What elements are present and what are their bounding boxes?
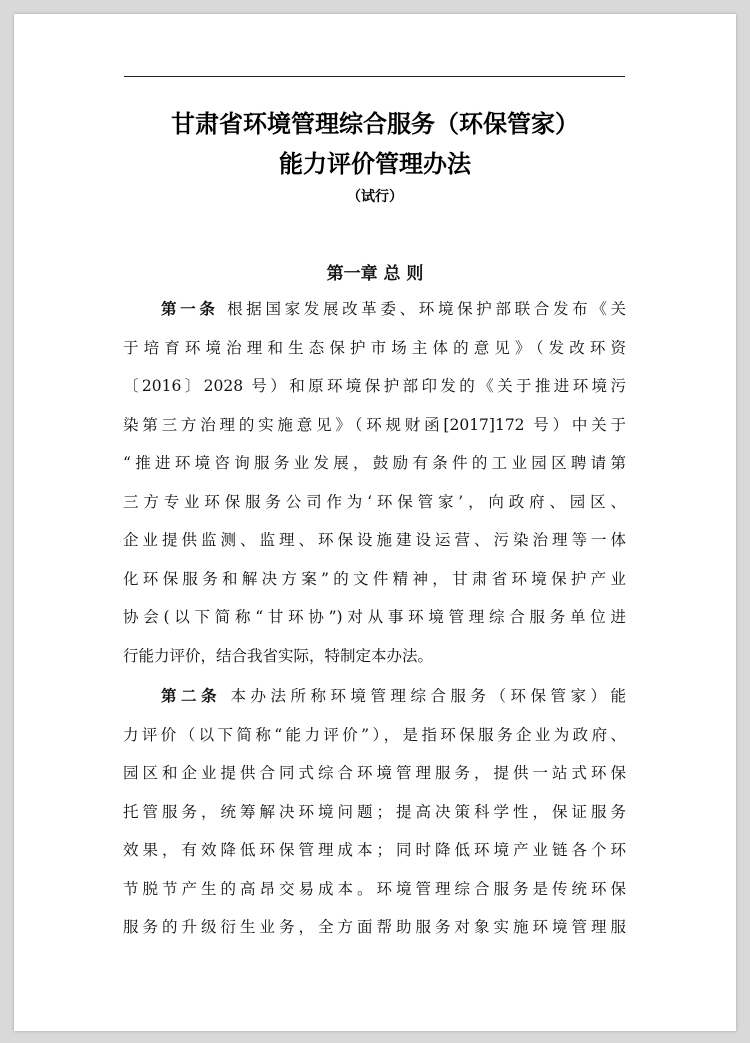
article-2-text: 本办法所称环境管理综合服务（环保管家）能 <box>230 687 626 705</box>
article-1-line: 协会(以下简称“甘环协”)对从事环境管理综合服务单位进 <box>123 608 626 626</box>
article-1-line: 染第三方治理的实施意见》（环规财函[2017]172 号）中关于 <box>123 415 626 434</box>
article-1-line: 企业提供监测、监理、环保设施建设运营、污染治理等一体 <box>123 531 626 549</box>
article-1-text: 根据国家发展改革委、环境保护部联合发布《关 <box>227 300 626 318</box>
article-2-head: 第二条 <box>161 687 222 705</box>
article-1-first-line <box>123 290 626 329</box>
article-2-line: 托管服务，统筹解决环境问题；提高决策科学性，保证服务 <box>123 802 626 821</box>
header-rule <box>124 76 625 77</box>
document-subtitle: （试行） <box>347 189 403 205</box>
article-1-line: 行能力评价，结合我省实际，特制定本办法。 <box>123 646 434 665</box>
chapter-heading: 第一章 总 则 <box>326 264 424 284</box>
article-1-line: 〔2016〕2028 号）和原环境保护部印发的《关于推进环境污 <box>123 377 626 395</box>
article-1-line: 化环保服务和解决方案”的文件精神，甘肃省环境保护产业 <box>123 569 626 588</box>
document-page <box>14 14 736 1031</box>
article-2-line: 效果，有效降低环保管理成本；同时降低环境产业链各个环 <box>123 841 626 859</box>
document-body <box>123 290 626 947</box>
article-2-line: 园区和企业提供合同式综合环境管理服务，提供一站式环保 <box>123 764 626 782</box>
article-1-line: 三方专业环保服务公司作为‘环保管家’，向政府、园区、 <box>123 492 626 511</box>
document-title-line2: 能力评价管理办法 <box>279 150 471 178</box>
article-2-line: 力评价（以下简称“能力评价”），是指环保服务企业为政府、 <box>123 725 626 744</box>
article-2-line: 服务的升级衍生业务，全方面帮助服务对象实施环境管理服 <box>123 918 626 936</box>
document-title-line1: 甘肃省环境管理综合服务（环保管家） <box>171 110 579 138</box>
article-2-line: 节脱节产生的高昂交易成本。环境管理综合服务是传统环保 <box>123 879 626 898</box>
article-1-line: 于培育环境治理和生态保护市场主体的意见》（发改环资 <box>123 338 626 357</box>
article-2-first-line <box>123 677 626 716</box>
article-1-line: “推进环境咨询服务业发展，鼓励有条件的工业园区聘请第 <box>123 454 626 472</box>
article-1-head: 第一条 <box>161 300 219 318</box>
